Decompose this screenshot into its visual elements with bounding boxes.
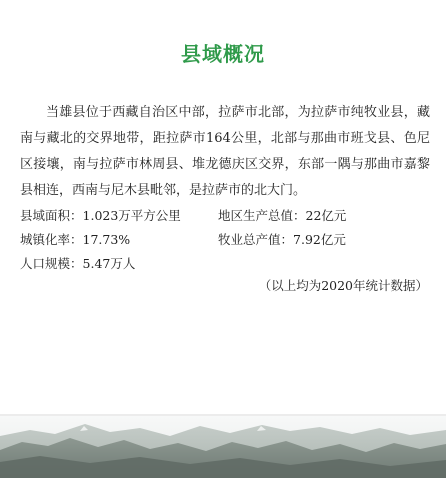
stat-label: 县域面积：	[20, 208, 83, 223]
stat-population	[20, 252, 135, 276]
stat-label: 地区生产总值：	[218, 208, 306, 223]
county-intro-paragraph: 当雄县位于西藏自治区中部，拉萨市北部，为拉萨市纯牧业县，藏南与藏北的交界地带，距拉萨市164公里，北部与那曲市班戈县、色尼区接壤，南与拉萨市林周县、堆龙德庆区交界，东部一隅与那曲市嘉黎县相连，西南与尼木县毗邻，是拉萨市的北大门。	[20, 105, 430, 198]
landscape-photo	[0, 416, 446, 478]
stat-county-area	[20, 204, 181, 228]
stat-label: 人口规模：	[20, 256, 83, 271]
stat-label: 城镇化率：	[20, 232, 83, 247]
stat-label: 牧业总产值：	[218, 232, 294, 247]
stat-value: 22亿元	[305, 208, 347, 223]
stat-value: 17.73%	[82, 232, 131, 247]
stat-value: 1.023万平方公里	[82, 208, 181, 223]
mountain-landscape-image	[0, 416, 446, 478]
page-title: 县域概况	[181, 42, 265, 66]
stat-urbanization-rate	[20, 228, 130, 252]
stat-animal-husbandry-output	[218, 228, 346, 252]
data-source-note: （以上均为2020年统计数据）	[258, 278, 428, 293]
stat-value: 5.47万人	[82, 256, 136, 271]
stat-gdp	[218, 204, 346, 228]
stat-value: 7.92亿元	[293, 232, 346, 247]
